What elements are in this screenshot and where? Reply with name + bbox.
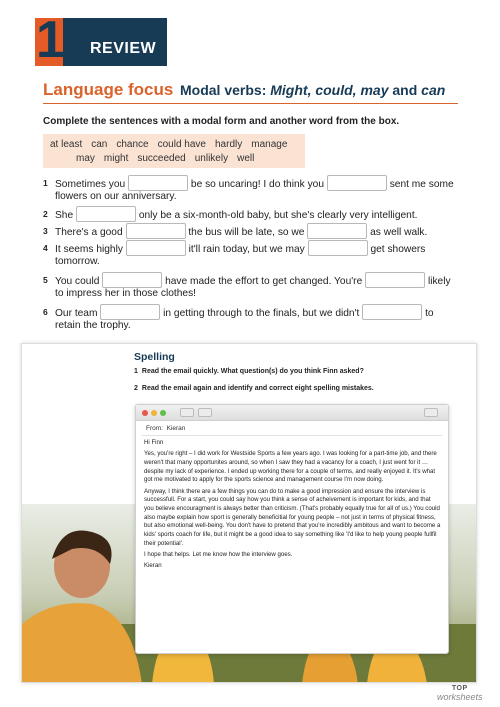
word-box-row-1	[50, 139, 296, 150]
answer-gap[interactable]	[102, 272, 162, 288]
word-box-row-2	[76, 153, 263, 164]
spelling-title: Spelling	[134, 351, 175, 363]
section-subtitle: Modal verbs: Might, could, may and can	[180, 82, 446, 98]
word-box-word: unlikely	[194, 153, 229, 164]
exercise-instruction: Complete the sentences with a modal form and another word from the box.	[43, 116, 400, 127]
spelling-task-1: 1 Read the email quickly. What question(s) do you think Finn asked?	[134, 368, 364, 375]
word-box-word: succeeded	[137, 153, 186, 164]
title-divider	[43, 103, 458, 104]
email-body	[144, 439, 442, 573]
email-paragraph: Anyway, I think there are a few things you can do to make a good impression and ensure the interview is successfull. For a start, you could say how you think a sense of acheivement is important for kids, and that you believe encouragment is always better than criticism. (That's probably equally true for all of us.) You could also maybe explain how sport is generally beneficitial for young people – not just in terms of physical fitness, but also emotional well-being. You don't have to pretend that you're incredibly ambitous and want to become a kids' sports coach for life, but it might be a good idea to say something like 'I'd like to help young people fullfil their potential'.	[144, 487, 441, 547]
email-toolbar	[136, 405, 448, 421]
word-box-word: can	[91, 139, 108, 150]
word-box-word: might	[103, 153, 129, 164]
email-divider	[142, 435, 442, 436]
answer-gap[interactable]	[126, 240, 186, 256]
word-box-word: may	[76, 153, 95, 164]
answer-gap[interactable]	[327, 175, 387, 191]
word-box-word: hardly	[215, 139, 243, 150]
email-from-row	[146, 425, 185, 432]
answer-gap[interactable]	[307, 223, 367, 239]
word-box	[43, 134, 305, 168]
minimize-window-icon[interactable]	[151, 410, 157, 416]
word-box-word: chance	[116, 139, 149, 150]
email-window	[135, 404, 449, 654]
maximize-window-icon[interactable]	[160, 410, 166, 416]
forward-icon[interactable]	[198, 408, 212, 417]
word-box-word: at least	[50, 139, 83, 150]
answer-gap[interactable]	[76, 206, 136, 222]
email-greeting: Hi Finn	[144, 439, 164, 446]
site-logo: TOP worksheets	[437, 685, 483, 702]
from-value: Kieran	[166, 425, 186, 432]
answer-gap[interactable]	[308, 240, 368, 256]
spelling-task-2: 2 Read the email again and identify and correct eight spelling mistakes.	[134, 385, 374, 392]
email-signoff: Kieran	[144, 562, 162, 570]
word-box-word: could have	[157, 139, 206, 150]
answer-gap[interactable]	[100, 304, 160, 320]
close-window-icon[interactable]	[142, 410, 148, 416]
from-label: From:	[146, 425, 163, 432]
word-box-word: well	[237, 153, 255, 164]
email-paragraph: I hope that helps. Let me know how the interview goes.	[144, 550, 293, 558]
mail-icon[interactable]	[424, 408, 438, 417]
unit-number: 1	[36, 11, 65, 69]
answer-gap[interactable]	[128, 175, 188, 191]
spelling-panel	[21, 343, 477, 683]
email-paragraph: Yes, you're right – I did work for Westside Sports a few years ago. I was looking for a part-time job, and there weren't that many opportunites around, so when I saw they had a vacancy for a coach, I just went for it … despite my lack of experience. I ended up working there for a couple of terms, and really enjoyed it. It's what got me motivated to apply for the sports science and management course I'm now doing.	[144, 450, 437, 484]
unit-title: REVIEW	[90, 40, 157, 57]
answer-gap[interactable]	[365, 272, 425, 288]
reply-icon[interactable]	[180, 408, 194, 417]
word-box-word: manage	[251, 139, 288, 150]
answer-gap[interactable]	[362, 304, 422, 320]
answer-gap[interactable]	[126, 223, 186, 239]
section-title: Language focus	[43, 80, 174, 99]
